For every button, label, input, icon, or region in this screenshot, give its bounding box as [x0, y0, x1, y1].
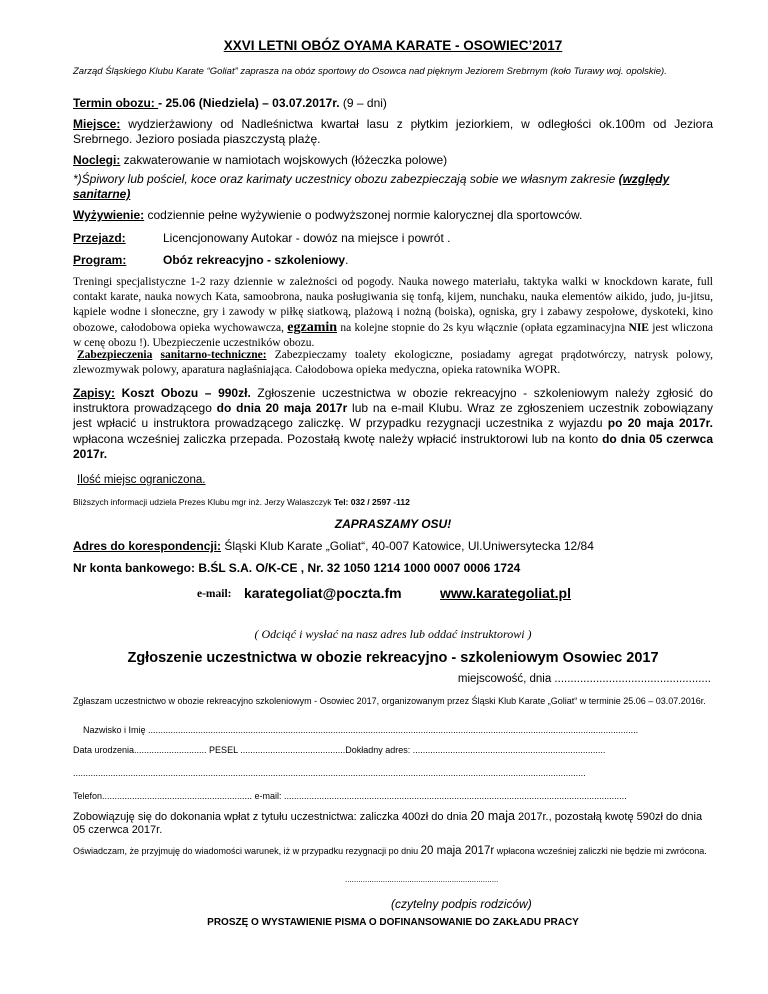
form-statement-date: 20 maja 2017r — [420, 845, 495, 857]
program-desc-2: na kolejne stopnie do 2s kyu włącznie (opłata egzaminacyjna — [337, 322, 629, 334]
email-link[interactable]: karategoliat@poczta.fm — [244, 585, 402, 601]
form-address-continuation[interactable]: ............................................................................................................................................................................................................. — [73, 768, 586, 778]
program-egzamin: egzamin — [287, 320, 338, 335]
invite-text: ZAPRASZAMY OSU! — [334, 517, 452, 531]
termin-label: Termin obozu: — [73, 96, 159, 110]
program-desc-1: Treningi specjalistyczne 1-2 razy dziennie w zależności od pogody. Nauka nowego materiału, taktyka walki w knockdown karate, full contakt karate, nauka nowych Kata, samoobrona, nauka posługiwania się tonfą, kijem, nunchaku, nauka elementów aikido, judo, ju-jitsu, kąpiele wodne i słoneczne, gry i zawody w piłkę siatkową, plażową i nożną (boiska), ogniska, gry i zabawy zespołowe, dyskoteki, kino obozowe, całodobowa opieka wychowawcza, — [73, 276, 713, 334]
form-payment-2: 2017r., pozostałą kwotę 590zł do dnia 05 czerwca 2017r. — [73, 811, 703, 836]
termin-days: (9 – dni) — [339, 96, 387, 110]
noclegi-note-emph: (względy sanitarne) — [73, 172, 670, 201]
noclegi-note — [73, 172, 713, 202]
info-line — [73, 497, 713, 507]
program-title: Obóz rekreacyjno - szkoleniowy — [163, 253, 346, 267]
form-statement-2: wpłacona wcześniej zaliczki nie będzie mi zwrócona. — [494, 846, 707, 856]
sanitary-label-2: sanitarno-techniczne: — [160, 349, 267, 361]
miejsce-paragraph — [73, 117, 713, 147]
program-label: Program: — [73, 253, 127, 267]
form-place-date: miejscowość, dnia ................................................. — [457, 673, 711, 685]
wyzywienie-line — [73, 208, 713, 222]
sanitary-paragraph — [73, 348, 713, 378]
form-footer: PROSZĘ O WYSTAWIENIE PISMA O DOFINANSOWANIE DO ZAKŁADU PRACY — [207, 917, 579, 928]
page-title: XXVI LETNI OBÓZ OYAMA KARATE - OSOWIEC’2017 — [223, 38, 563, 53]
form-statement-1: Oświadczam, że przyjmuję do wiadomości warunek, iż w przypadku rezygnacji po dniu — [73, 846, 421, 856]
form-birth-field[interactable]: Data urodzenia............................. PESEL ..........................................Dokładny adres: ............................................................................. — [73, 745, 606, 755]
contact-line — [73, 585, 713, 605]
przejazd-label: Przejazd: — [73, 231, 126, 245]
signature-line[interactable]: ..................................................................... — [345, 875, 499, 884]
program-nie: NIE — [628, 322, 649, 334]
email-label: e-mail: — [197, 588, 232, 600]
address-text: Śląski Klub Karate „Goliat“, 40-007 Katowice, Ul.Uniwersytecka 12/84 — [221, 539, 594, 553]
noclegi-text: zakwaterowanie w namiotach wojskowych (łóżeczka polowe) — [120, 153, 448, 167]
zapisy-date-2: po 20 maja 2017r. — [607, 416, 713, 431]
info-tel: Tel: 032 / 2597 -112 — [333, 497, 410, 507]
przejazd-text: Licencjonowany Autokar - dowóz na miejsce i powrót . — [163, 231, 451, 245]
zapisy-cost: Koszt Obozu – 990zł. — [115, 386, 251, 400]
cut-note: ( Odciąć i wysłać na nasz adres lub oddać instruktorowi ) — [254, 627, 532, 641]
miejsce-text: wydzierżawiony od Nadleśnictwa kwartał lasu z płytkim jeziorkiem, w odległości ok.100m od Jeziora Srebrnego. Jezioro posiada piaszczystą plażę. — [73, 117, 713, 146]
noclegi-line — [73, 153, 713, 167]
zapisy-date-1: do dnia 20 maja 2017r — [216, 401, 348, 416]
bank-account: Nr konta bankowego: B.ŚL S.A. O/K-CE , Nr. 32 1050 1214 1000 0007 0006 1724 — [73, 561, 521, 575]
form-title: Zgłoszenie uczestnictwa w obozie rekreacyjno - szkoleniowym Osowiec 2017 — [127, 650, 659, 666]
zapisy-paragraph — [73, 386, 713, 462]
info-text: Bliższych informacji udziela Prezes Klubu mgr inż. Jerzy Walaszczyk — [73, 497, 334, 507]
signature-label: (czytelny podpis rodziców) — [391, 897, 532, 911]
program-desc-3: jest wliczona w cenę obozu !). Ubezpieczenie uczestników obozu. — [73, 322, 714, 349]
program-description — [73, 275, 713, 351]
form-payment-date: 20 maja — [470, 809, 515, 823]
limited-notice: Ilość miejsc ograniczona. — [77, 474, 206, 486]
form-name-field[interactable]: Nazwisko i Imię .................................................................................................................................................................................................... — [83, 725, 639, 735]
program-title-end: . — [345, 253, 349, 267]
form-payment-1: Zobowiązuję się do dokonania wpłat z tytułu uczestnictwa: zaliczka 400zł do dnia — [73, 811, 471, 823]
address-label: Adres do korespondencji: — [73, 539, 222, 553]
form-statement — [73, 845, 713, 857]
intro-text: Zarząd Śląskiego Klubu Karate “Goliat” zaprasza na obóz sportowy do Osowca nad pięknym Jeziorem Srebrnym (koło Turawy woj. opolskie). — [73, 66, 667, 77]
miejsce-label: Miejsce: — [73, 117, 121, 131]
program-line — [73, 253, 713, 267]
termin-line — [73, 96, 713, 110]
sanitary-label-1: Zabezpieczenia — [77, 349, 153, 361]
wyzywienie-text: codziennie pełne wyżywienie o podwyższonej normie kalorycznej dla sportowców. — [144, 208, 583, 222]
zapisy-date-3: do dnia 05 czerwca 2017r. — [73, 431, 713, 461]
sanitary-text: Zabezpieczamy toalety ekologiczne, posiadamy agregat prądotwórczy, natrysk polowy, zlewozmywak polowy, aparatura nagłaśniająca. Całodobowa opieka medyczna, opieka ratownika WOPR. — [73, 349, 713, 376]
noclegi-label: Noclegi: — [73, 153, 121, 167]
przejazd-line — [73, 231, 713, 245]
zapisy-label: Zapisy: — [73, 386, 116, 400]
wyzywienie-label: Wyżywienie: — [73, 208, 145, 222]
zapisy-text-3: wpłacona wcześniej zaliczka przepada. Pozostałą kwotę należy wpłacić instruktorowi lub na konto — [73, 431, 603, 446]
termin-dates: - 25.06 (Niedziela) – 03.07.2017r. — [158, 96, 340, 110]
noclegi-note-text: *)Śpiwory lub pościel, koce oraz karimaty uczestnicy obozu zabezpieczają sobie we własnym zakresie — [73, 172, 619, 186]
zapisy-text-2: lub na e-mail Klubu. Wraz ze zgłoszeniem uczestnik zobowiązany jest wpłacić u instruktora prowadzącego zaliczkę. W przypadku rezygnacji uczestnika z wyjazdu — [73, 401, 713, 431]
form-payment — [73, 810, 713, 837]
form-phone-field[interactable]: Telefon............................................................ e-mail: ......................................................................................................................................... — [73, 791, 627, 801]
form-declaration: Zgłaszam uczestnictwo w obozie rekreacyjno szkoleniowym - Osowiec 2017, organizowanym przez Śląski Klub Karate „Goliat“ w terminie 25.06 – 03.07.2016r. — [73, 696, 706, 706]
address-line — [73, 539, 713, 553]
zapisy-text-1: Zgłoszenie uczestnictwa w obozie rekreacyjno - szkoleniowym należy zgłosić do instruktora prowadzącego — [73, 386, 713, 416]
website-link[interactable]: www.karategoliat.pl — [440, 585, 571, 601]
